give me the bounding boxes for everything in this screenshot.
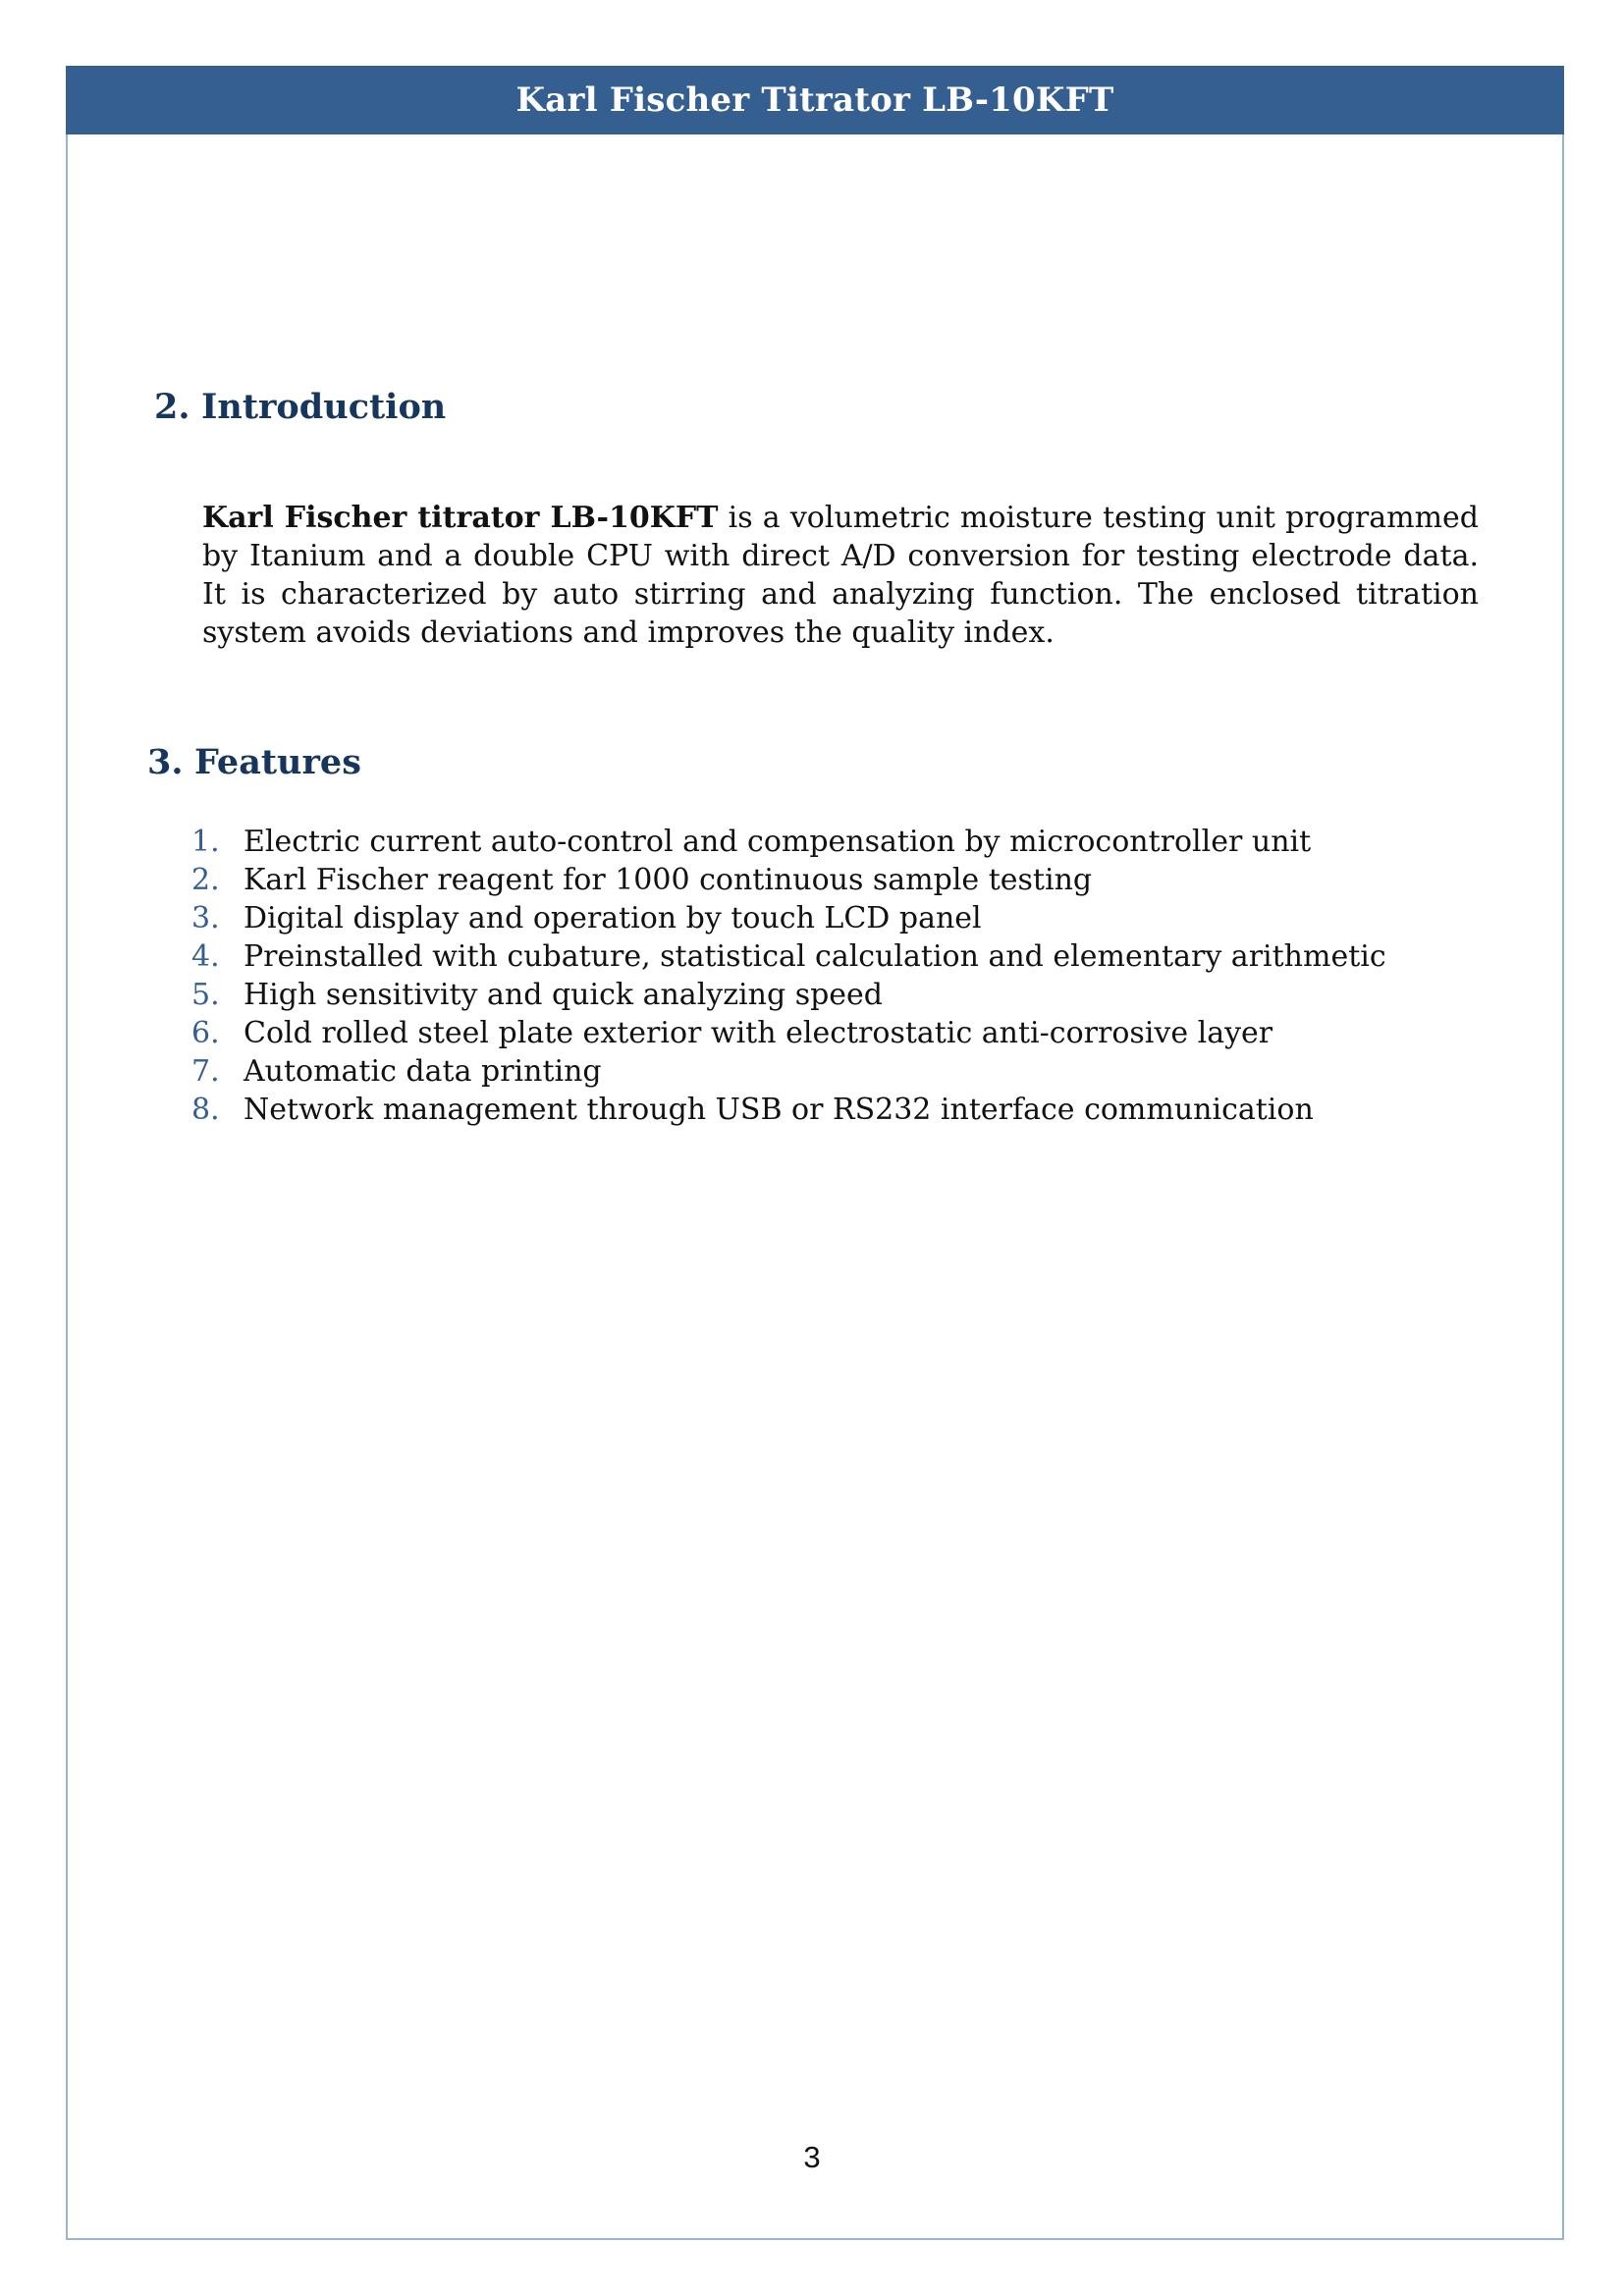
list-item-number: 2.: [191, 863, 220, 897]
list-item-number: 6.: [191, 1016, 220, 1050]
list-item-number: 4.: [191, 939, 220, 974]
document-title: Karl Fischer Titrator LB-10KFT: [515, 80, 1114, 120]
list-item: [191, 861, 1497, 899]
list-item: [191, 1091, 1497, 1129]
list-item-number: 1.: [191, 825, 220, 859]
list-item: [191, 1052, 1497, 1091]
introduction-heading: [154, 387, 446, 427]
features-heading-text: Features: [194, 742, 361, 782]
introduction-section-number: 2.: [154, 387, 190, 427]
features-section-number: 3.: [147, 742, 184, 782]
list-item-text: Digital display and operation by touch LCD panel: [244, 901, 982, 935]
list-item-text: Cold rolled steel plate exterior with electrostatic anti-corrosive layer: [244, 1016, 1273, 1050]
introduction-body-text: is a volumetric moisture testing unit programmed by Itanium and a double CPU with direct A/D conversion for testing electrode data. It is characterized by auto stirring and analyzing function. The enclosed titration system avoids deviations and improves the quality index.: [202, 501, 1479, 650]
page-number: 3: [803, 2140, 821, 2174]
list-item-number: 7.: [191, 1054, 220, 1089]
list-item-number: 3.: [191, 901, 220, 935]
features-heading: [147, 742, 361, 782]
list-item: [191, 937, 1497, 976]
list-item-text: Automatic data printing: [244, 1054, 602, 1089]
introduction-lead-text: Karl Fischer titrator LB-10KFT: [202, 501, 719, 535]
list-item: [191, 823, 1497, 861]
list-item-text: Karl Fischer reagent for 1000 continuous sample testing: [244, 863, 1093, 897]
introduction-paragraph: [202, 499, 1479, 652]
features-list: [191, 823, 1497, 1129]
list-item-text: Electric current auto-control and compensation by microcontroller unit: [244, 825, 1312, 859]
list-item: [191, 899, 1497, 937]
list-item-text: High sensitivity and quick analyzing speed: [244, 978, 884, 1012]
header-bar: [66, 66, 1564, 134]
introduction-heading-text: Introduction: [201, 387, 447, 427]
list-item-number: 8.: [191, 1093, 220, 1127]
list-item-text: Preinstalled with cubature, statistical calculation and elementary arithmetic: [244, 939, 1386, 974]
list-item: [191, 976, 1497, 1014]
list-item-text: Network management through USB or RS232 interface communication: [244, 1093, 1314, 1127]
list-item-number: 5.: [191, 978, 220, 1012]
list-item: [191, 1014, 1497, 1052]
